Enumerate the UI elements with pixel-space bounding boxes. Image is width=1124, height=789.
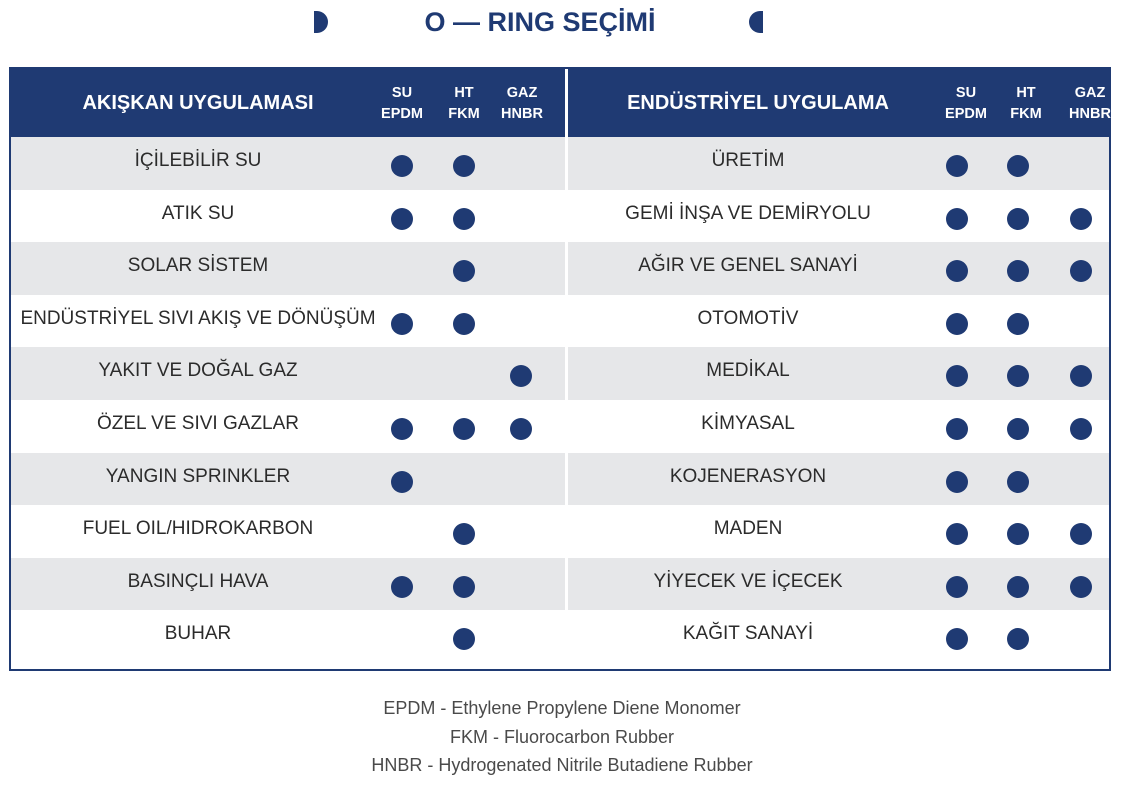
title-bar <box>0 0 1124 45</box>
industrial-application-title: ENDÜSTRİYEL UYGULAMA <box>627 92 889 114</box>
compatibility-dot-icon <box>1070 418 1092 440</box>
column-header-line1: GAZ <box>1074 85 1106 101</box>
fluid-column-header <box>492 83 552 125</box>
table-row <box>568 453 1109 506</box>
legend-fkm: FKM - Fluorocarbon Rubber <box>449 727 675 747</box>
table-row <box>11 347 565 400</box>
compatibility-dot-icon <box>946 365 968 387</box>
column-header-line1: HT <box>454 85 474 101</box>
compatibility-dot-icon <box>946 155 968 177</box>
compatibility-dot-icon <box>510 365 532 387</box>
compatibility-dot-icon <box>1007 628 1029 650</box>
fluid-application-header <box>11 69 565 137</box>
compatibility-dot-icon <box>453 576 475 598</box>
industrial-column-header <box>1060 83 1120 125</box>
compatibility-dot-icon <box>391 208 413 230</box>
table-row <box>568 558 1109 611</box>
compatibility-dot-icon <box>1007 523 1029 545</box>
column-header-line2: HNBR <box>1069 106 1111 122</box>
compatibility-dot-icon <box>1007 155 1029 177</box>
o-ring-selection-table <box>9 67 1111 671</box>
application-label: ÜRETİM <box>711 150 785 171</box>
column-header-line1: GAZ <box>506 85 538 101</box>
table-row <box>11 242 565 295</box>
column-header-line2: FKM <box>448 106 480 122</box>
compatibility-dot-icon <box>1070 576 1092 598</box>
table-row <box>568 347 1109 400</box>
application-label: ÖZEL VE SIVI GAZLAR <box>96 412 300 434</box>
table-row <box>568 190 1109 243</box>
compatibility-dot-icon <box>1070 365 1092 387</box>
compatibility-dot-icon <box>1070 523 1092 545</box>
compatibility-dot-icon <box>1070 260 1092 282</box>
fluid-column-header <box>434 83 494 125</box>
compatibility-dot-icon <box>946 418 968 440</box>
application-label: YANGIN SPRINKLER <box>105 465 291 487</box>
application-label: AĞIR VE GENEL SANAYİ <box>638 255 858 277</box>
table-row <box>11 453 565 506</box>
compatibility-dot-icon <box>391 471 413 493</box>
compatibility-dot-icon <box>391 418 413 440</box>
column-header-line1: SU <box>391 85 413 101</box>
application-label: KİMYASAL <box>701 412 795 434</box>
column-header-line2: FKM <box>1010 106 1042 122</box>
industrial-application-table <box>568 69 1109 663</box>
application-label: ENDÜSTRİYEL SIVI AKIŞ VE DÖNÜŞÜM <box>20 307 376 329</box>
table-row <box>11 295 565 348</box>
compatibility-dot-icon <box>453 523 475 545</box>
title-left-tab-decoration <box>314 11 328 33</box>
industrial-application-header <box>568 69 1109 137</box>
application-label: MADEN <box>713 518 783 540</box>
table-row <box>11 137 565 190</box>
column-header-line2: HNBR <box>501 106 543 122</box>
table-row <box>11 505 565 558</box>
fluid-application-title: AKIŞKAN UYGULAMASI <box>82 92 314 114</box>
title-right-tab-decoration <box>749 11 763 33</box>
column-header-line1: SU <box>955 85 977 101</box>
compatibility-dot-icon <box>1007 471 1029 493</box>
application-label: FUEL OIL/HIDROKARBON <box>82 518 314 540</box>
legend-epdm: EPDM - Ethylene Propylene Diene Monomer <box>383 698 741 718</box>
table-row <box>568 242 1109 295</box>
column-header-line1: HT <box>1016 85 1036 101</box>
table-row <box>11 558 565 611</box>
column-header-line2: EPDM <box>381 106 423 122</box>
compatibility-dot-icon <box>946 313 968 335</box>
industrial-column-header <box>996 83 1056 125</box>
table-row <box>568 400 1109 453</box>
compatibility-dot-icon <box>453 313 475 335</box>
table-row <box>11 400 565 453</box>
compatibility-dot-icon <box>1007 365 1029 387</box>
compatibility-dot-icon <box>391 155 413 177</box>
compatibility-dot-icon <box>453 155 475 177</box>
compatibility-dot-icon <box>1007 576 1029 598</box>
application-label: BASINÇLI HAVA <box>127 570 269 592</box>
application-label: MEDİKAL <box>706 360 790 382</box>
application-label: KAĞIT SANAYİ <box>682 623 814 645</box>
industrial-application-rows <box>568 137 1109 663</box>
application-label: SOLAR SİSTEM <box>127 255 269 277</box>
compatibility-dot-icon <box>1007 418 1029 440</box>
fluid-application-table <box>11 69 565 663</box>
table-row <box>568 610 1109 663</box>
compatibility-dot-icon <box>453 418 475 440</box>
table-row <box>568 505 1109 558</box>
application-label: İÇİLEBİLİR SU <box>134 150 262 171</box>
compatibility-dot-icon <box>453 260 475 282</box>
compatibility-dot-icon <box>1070 208 1092 230</box>
fluid-application-rows <box>11 137 565 663</box>
compatibility-dot-icon <box>510 418 532 440</box>
table-row <box>11 190 565 243</box>
page-title: O — RING SEÇİMİ <box>424 7 656 37</box>
application-label: YAKIT VE DOĞAL GAZ <box>98 360 298 382</box>
industrial-column-header <box>936 83 996 125</box>
compatibility-dot-icon <box>946 523 968 545</box>
compatibility-dot-icon <box>946 471 968 493</box>
table-row <box>568 137 1109 190</box>
compatibility-dot-icon <box>1007 260 1029 282</box>
column-header-line2: EPDM <box>945 106 987 122</box>
compatibility-dot-icon <box>1007 208 1029 230</box>
application-label: OTOMOTİV <box>697 307 799 329</box>
application-label: KOJENERASYON <box>669 465 827 487</box>
compatibility-dot-icon <box>453 628 475 650</box>
legend-hnbr: HNBR - Hydrogenated Nitrile Butadiene Rubber <box>371 755 753 775</box>
compatibility-dot-icon <box>946 208 968 230</box>
compatibility-dot-icon <box>453 208 475 230</box>
application-label: GEMİ İNŞA VE DEMİRYOLU <box>625 202 871 224</box>
compatibility-dot-icon <box>391 576 413 598</box>
application-label: ATIK SU <box>161 202 235 224</box>
table-row <box>11 610 565 663</box>
application-label: BUHAR <box>164 623 232 645</box>
compatibility-dot-icon <box>391 313 413 335</box>
compatibility-dot-icon <box>1007 313 1029 335</box>
table-row <box>568 295 1109 348</box>
fluid-column-header <box>372 83 432 125</box>
application-label: YİYECEK VE İÇECEK <box>653 570 843 592</box>
compatibility-dot-icon <box>946 628 968 650</box>
compatibility-dot-icon <box>946 260 968 282</box>
compatibility-dot-icon <box>946 576 968 598</box>
